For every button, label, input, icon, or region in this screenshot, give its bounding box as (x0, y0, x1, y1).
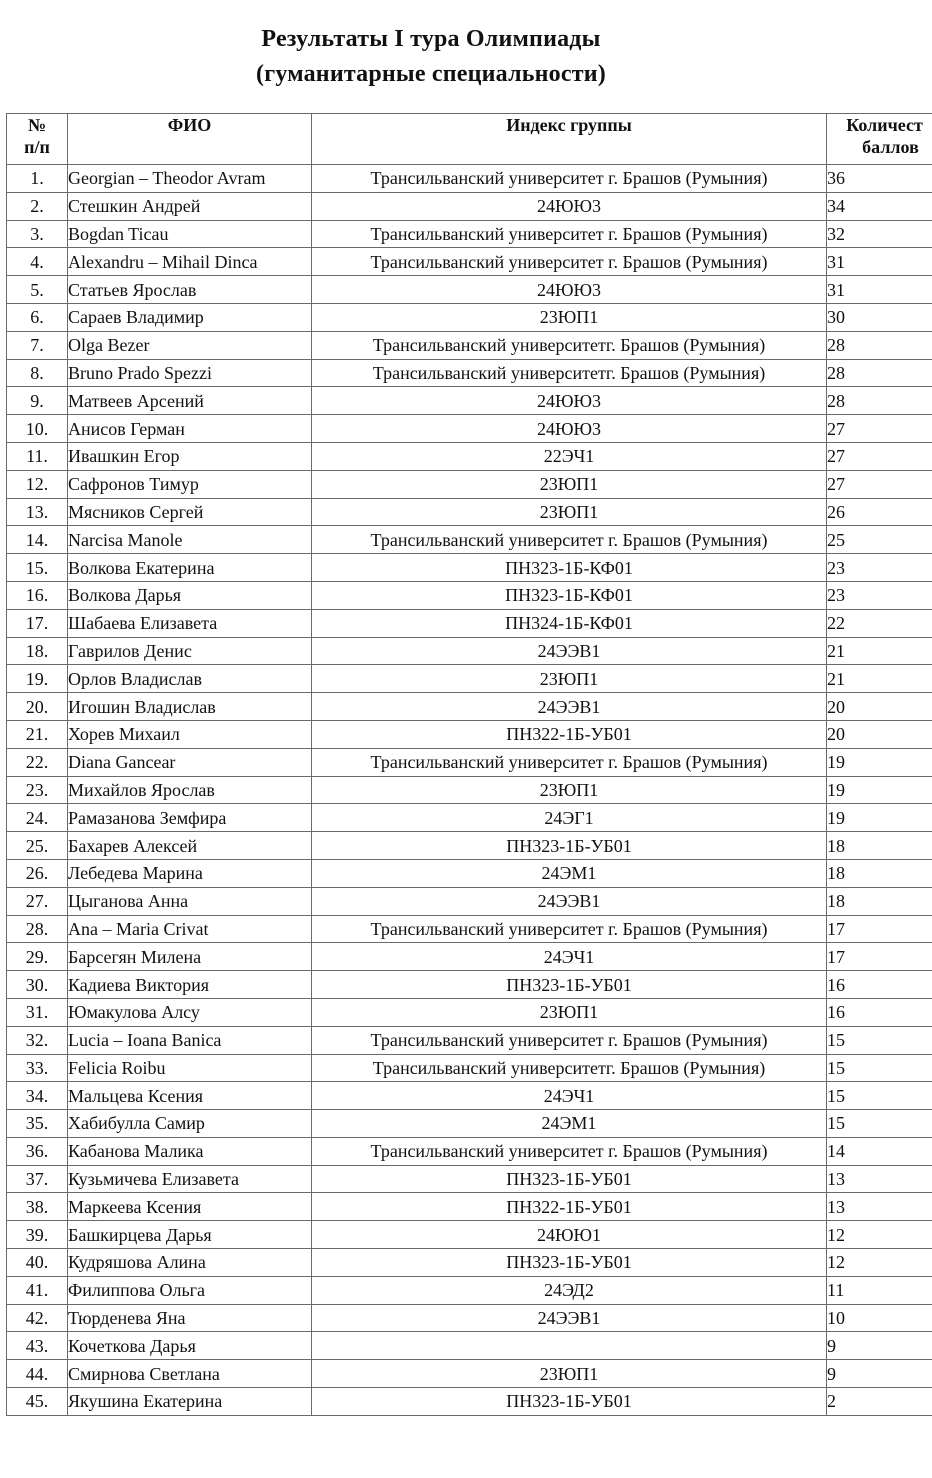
row-name: Гаврилов Денис (68, 637, 312, 665)
row-score: 14 (827, 1137, 932, 1165)
row-group: 24ЮЮ3 (312, 415, 827, 443)
row-score: 16 (827, 998, 932, 1026)
row-score: 10 (827, 1304, 932, 1332)
row-score: 31 (827, 248, 932, 276)
row-name: Цыганова Анна (68, 887, 312, 915)
row-name: Кабанова Малика (68, 1137, 312, 1165)
row-group: Трансильванский университет г. Брашов (Румыния) (312, 165, 827, 193)
row-score: 19 (827, 776, 932, 804)
row-score: 23 (827, 581, 932, 609)
row-name: Ивашкин Егор (68, 442, 312, 470)
row-number: 10. (7, 415, 68, 443)
row-number: 7. (7, 331, 68, 359)
row-group: ПН323-1Б-УБ01 (312, 1249, 827, 1277)
row-group: 24ЭГ1 (312, 804, 827, 832)
row-number: 5. (7, 276, 68, 304)
row-score: 30 (827, 303, 932, 331)
row-name: Смирнова Светлана (68, 1360, 312, 1388)
row-name: Статьев Ярослав (68, 276, 312, 304)
row-score: 27 (827, 442, 932, 470)
row-score: 17 (827, 915, 932, 943)
table-row (7, 1360, 932, 1388)
row-score: 21 (827, 665, 932, 693)
row-number: 11. (7, 442, 68, 470)
row-name: Якушина Екатерина (68, 1388, 312, 1416)
row-score: 11 (827, 1276, 932, 1304)
row-name: Тюрденева Яна (68, 1304, 312, 1332)
row-group: 23ЮП1 (312, 998, 827, 1026)
row-name: Diana Gancear (68, 748, 312, 776)
row-group: 23ЮП1 (312, 303, 827, 331)
row-score: 31 (827, 276, 932, 304)
row-number: 21. (7, 720, 68, 748)
document-title (0, 22, 862, 92)
title-line-1: Результаты I тура Олимпиады (261, 26, 601, 52)
row-group: 23ЮП1 (312, 1360, 827, 1388)
table-row (7, 609, 932, 637)
row-name: Рамазанова Земфира (68, 804, 312, 832)
row-number: 12. (7, 470, 68, 498)
header-score-line1: Количест (846, 115, 923, 135)
row-group: Трансильванский университет г. Брашов (Румыния) (312, 526, 827, 554)
table-body (7, 165, 932, 1416)
row-group: 23ЮП1 (312, 470, 827, 498)
row-number: 42. (7, 1304, 68, 1332)
row-number: 15. (7, 554, 68, 582)
table-row (7, 359, 932, 387)
row-name: Bruno Prado Spezzi (68, 359, 312, 387)
row-name: Хорев Михаил (68, 720, 312, 748)
row-name: Филиппова Ольга (68, 1276, 312, 1304)
table-row (7, 248, 932, 276)
row-number: 29. (7, 943, 68, 971)
row-score: 32 (827, 220, 932, 248)
row-number: 40. (7, 1249, 68, 1277)
table-row (7, 526, 932, 554)
row-score: 28 (827, 331, 932, 359)
table-row (7, 804, 932, 832)
row-number: 31. (7, 998, 68, 1026)
header-score-line2: баллов (862, 137, 919, 157)
row-group: 24ЭЧ1 (312, 943, 827, 971)
table-row (7, 971, 932, 999)
row-score: 16 (827, 971, 932, 999)
row-score: 26 (827, 498, 932, 526)
row-score: 17 (827, 943, 932, 971)
row-name: Волкова Дарья (68, 581, 312, 609)
row-number: 41. (7, 1276, 68, 1304)
row-score: 19 (827, 804, 932, 832)
row-group: Трансильванский университет г. Брашов (Румыния) (312, 1026, 827, 1054)
row-number: 6. (7, 303, 68, 331)
row-group: ПН322-1Б-УБ01 (312, 720, 827, 748)
row-group: 24ЭД2 (312, 1276, 827, 1304)
row-name: Стешкин Андрей (68, 192, 312, 220)
row-name: Мясников Сергей (68, 498, 312, 526)
table-row (7, 748, 932, 776)
row-number: 20. (7, 693, 68, 721)
row-name: Narcisa Manole (68, 526, 312, 554)
row-group: Трансильванский университет г. Брашов (Румыния) (312, 220, 827, 248)
row-group: 23ЮП1 (312, 498, 827, 526)
row-group: Трансильванский университет г. Брашов (Румыния) (312, 248, 827, 276)
row-name: Сафронов Тимур (68, 470, 312, 498)
row-number: 28. (7, 915, 68, 943)
row-number: 3. (7, 220, 68, 248)
row-score: 27 (827, 415, 932, 443)
table-row (7, 1276, 932, 1304)
row-score: 21 (827, 637, 932, 665)
row-score: 22 (827, 609, 932, 637)
table-row (7, 498, 932, 526)
row-name: Сараев Владимир (68, 303, 312, 331)
row-score: 28 (827, 359, 932, 387)
row-name: Анисов Герман (68, 415, 312, 443)
row-group: 24ЭЭВ1 (312, 887, 827, 915)
table-header-row (7, 114, 932, 165)
row-number: 35. (7, 1110, 68, 1138)
row-name: Felicia Roibu (68, 1054, 312, 1082)
header-name: ФИО (68, 114, 312, 165)
row-group: Трансильванский университетг. Брашов (Румыния) (312, 331, 827, 359)
row-group: 24ЮЮ3 (312, 192, 827, 220)
row-number: 17. (7, 609, 68, 637)
table-row (7, 887, 932, 915)
row-name: Матвеев Арсений (68, 387, 312, 415)
row-name: Georgian – Theodor Avram (68, 165, 312, 193)
row-score: 15 (827, 1082, 932, 1110)
row-number: 39. (7, 1221, 68, 1249)
row-score: 15 (827, 1026, 932, 1054)
row-name: Михайлов Ярослав (68, 776, 312, 804)
row-score: 25 (827, 526, 932, 554)
row-group: 24ЭЭВ1 (312, 637, 827, 665)
row-name: Юмакулова Алсу (68, 998, 312, 1026)
row-number: 14. (7, 526, 68, 554)
row-group: 24ЭМ1 (312, 1110, 827, 1138)
row-group: 24ЭЧ1 (312, 1082, 827, 1110)
row-group: ПН323-1Б-УБ01 (312, 832, 827, 860)
row-score: 13 (827, 1193, 932, 1221)
row-number: 2. (7, 192, 68, 220)
table-row (7, 331, 932, 359)
table-row (7, 637, 932, 665)
row-group: 24ЭЭВ1 (312, 693, 827, 721)
row-name: Ana – Maria Crivat (68, 915, 312, 943)
table-row (7, 693, 932, 721)
row-name: Кузьмичева Елизавета (68, 1165, 312, 1193)
row-score: 27 (827, 470, 932, 498)
table-row (7, 720, 932, 748)
row-number: 33. (7, 1054, 68, 1082)
row-name: Лебедева Марина (68, 859, 312, 887)
table-row (7, 1054, 932, 1082)
row-group: Трансильванский университет г. Брашов (Румыния) (312, 748, 827, 776)
row-group: ПН323-1Б-КФ01 (312, 554, 827, 582)
header-score (827, 114, 932, 165)
table-row (7, 442, 932, 470)
title-line-2: (гуманитарные специальности) (256, 61, 606, 87)
table-row (7, 998, 932, 1026)
row-score: 2 (827, 1388, 932, 1416)
row-score: 18 (827, 859, 932, 887)
table-row (7, 665, 932, 693)
row-number: 26. (7, 859, 68, 887)
row-group: ПН323-1Б-КФ01 (312, 581, 827, 609)
row-name: Кочеткова Дарья (68, 1332, 312, 1360)
row-name: Хабибулла Самир (68, 1110, 312, 1138)
table-row (7, 303, 932, 331)
row-number: 4. (7, 248, 68, 276)
row-name: Волкова Екатерина (68, 554, 312, 582)
row-group: Трансильванский университет г. Брашов (Румыния) (312, 915, 827, 943)
row-number: 32. (7, 1026, 68, 1054)
row-name: Маркеева Ксения (68, 1193, 312, 1221)
table-row (7, 1388, 932, 1416)
row-score: 9 (827, 1360, 932, 1388)
row-score: 18 (827, 832, 932, 860)
row-score: 15 (827, 1054, 932, 1082)
row-group: 24ЮЮ3 (312, 387, 827, 415)
row-group: ПН322-1Б-УБ01 (312, 1193, 827, 1221)
header-number (7, 114, 68, 165)
row-score: 20 (827, 720, 932, 748)
table-row (7, 859, 932, 887)
row-group: 24ЭМ1 (312, 859, 827, 887)
row-number: 1. (7, 165, 68, 193)
row-number: 37. (7, 1165, 68, 1193)
row-group: ПН323-1Б-УБ01 (312, 1388, 827, 1416)
table-row (7, 1110, 932, 1138)
row-group: ПН323-1Б-УБ01 (312, 1165, 827, 1193)
row-name: Alexandru – Mihail Dinca (68, 248, 312, 276)
row-score: 12 (827, 1249, 932, 1277)
row-number: 9. (7, 387, 68, 415)
table-row (7, 776, 932, 804)
row-score: 20 (827, 693, 932, 721)
results-table (6, 113, 932, 1416)
table-row (7, 1193, 932, 1221)
row-number: 24. (7, 804, 68, 832)
row-score: 34 (827, 192, 932, 220)
row-number: 18. (7, 637, 68, 665)
table-row (7, 915, 932, 943)
header-number-line2: п/п (24, 137, 50, 157)
row-name: Lucia – Ioana Banica (68, 1026, 312, 1054)
row-group (312, 1332, 827, 1360)
row-score: 36 (827, 165, 932, 193)
row-name: Башкирцева Дарья (68, 1221, 312, 1249)
table-row (7, 220, 932, 248)
row-number: 8. (7, 359, 68, 387)
row-score: 9 (827, 1332, 932, 1360)
row-number: 36. (7, 1137, 68, 1165)
row-number: 25. (7, 832, 68, 860)
row-score: 18 (827, 887, 932, 915)
table-row (7, 276, 932, 304)
row-name: Кудряшова Алина (68, 1249, 312, 1277)
row-score: 15 (827, 1110, 932, 1138)
table-row (7, 581, 932, 609)
row-name: Бахарев Алексей (68, 832, 312, 860)
row-group: 23ЮП1 (312, 665, 827, 693)
table-row (7, 415, 932, 443)
row-name: Кадиева Виктория (68, 971, 312, 999)
table-row (7, 192, 932, 220)
table-row (7, 554, 932, 582)
table-row (7, 943, 932, 971)
row-group: 24ЮЮ3 (312, 276, 827, 304)
table-row (7, 165, 932, 193)
row-group: Трансильванский университетг. Брашов (Румыния) (312, 1054, 827, 1082)
row-score: 13 (827, 1165, 932, 1193)
row-group: 24ЮЮ1 (312, 1221, 827, 1249)
row-name: Игошин Владислав (68, 693, 312, 721)
row-name: Орлов Владислав (68, 665, 312, 693)
table-row (7, 832, 932, 860)
row-score: 19 (827, 748, 932, 776)
header-number-line1: № (27, 115, 47, 135)
row-number: 30. (7, 971, 68, 999)
row-number: 34. (7, 1082, 68, 1110)
header-group: Индекс группы (312, 114, 827, 165)
row-score: 28 (827, 387, 932, 415)
row-name: Bogdan Ticau (68, 220, 312, 248)
table-row (7, 1249, 932, 1277)
row-number: 16. (7, 581, 68, 609)
row-group: Трансильванский университетг. Брашов (Румыния) (312, 359, 827, 387)
row-name: Мальцева Ксения (68, 1082, 312, 1110)
table-row (7, 387, 932, 415)
table-row (7, 1082, 932, 1110)
row-group: 22ЭЧ1 (312, 442, 827, 470)
row-number: 45. (7, 1388, 68, 1416)
row-name: Olga Bezer (68, 331, 312, 359)
row-name: Барсегян Милена (68, 943, 312, 971)
row-number: 44. (7, 1360, 68, 1388)
row-number: 43. (7, 1332, 68, 1360)
table-row (7, 1026, 932, 1054)
row-score: 12 (827, 1221, 932, 1249)
row-number: 22. (7, 748, 68, 776)
row-number: 38. (7, 1193, 68, 1221)
table-row (7, 1165, 932, 1193)
table-row (7, 1221, 932, 1249)
row-number: 19. (7, 665, 68, 693)
row-number: 27. (7, 887, 68, 915)
table-row (7, 1137, 932, 1165)
table-row (7, 1304, 932, 1332)
row-group: Трансильванский университет г. Брашов (Румыния) (312, 1137, 827, 1165)
row-group: ПН324-1Б-КФ01 (312, 609, 827, 637)
row-score: 23 (827, 554, 932, 582)
row-group: ПН323-1Б-УБ01 (312, 971, 827, 999)
row-group: 23ЮП1 (312, 776, 827, 804)
row-number: 23. (7, 776, 68, 804)
table-row (7, 1332, 932, 1360)
row-group: 24ЭЭВ1 (312, 1304, 827, 1332)
row-name: Шабаева Елизавета (68, 609, 312, 637)
table-row (7, 470, 932, 498)
row-number: 13. (7, 498, 68, 526)
